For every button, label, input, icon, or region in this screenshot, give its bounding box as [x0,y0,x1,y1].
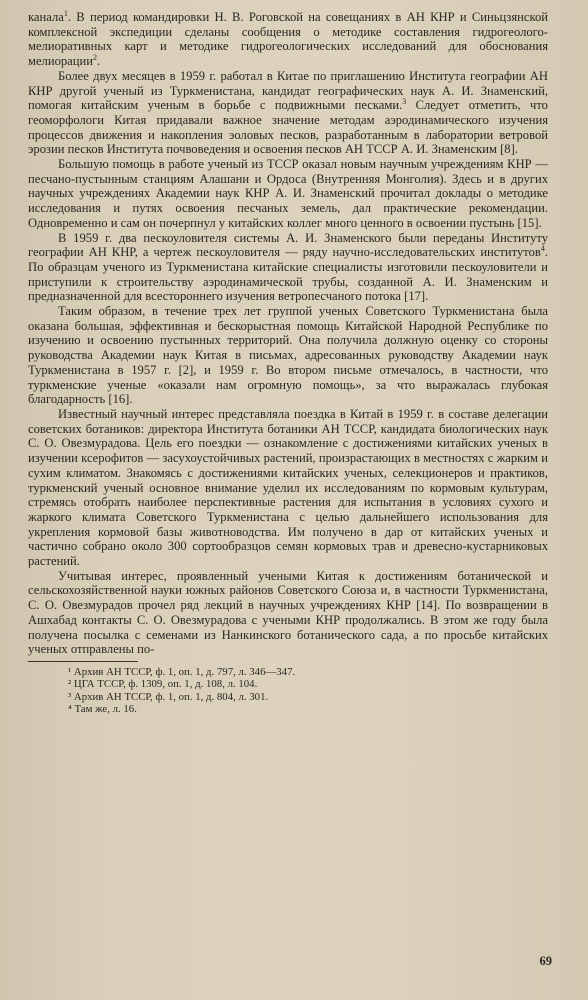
paragraph [28,304,548,407]
paragraph-text: Таким образом, в течение трех лет группой ученых Советского Туркменистана была оказана большая, эффективная и бескорыстная помощь Китайской Народной Республике по изучению и освоению пустынных территорий. Она получила должную оценку со стороны руководства Академии наук Китая в письмах, адресованных руководству Академии наук Туркменистана в 1957 г. [2], и 1959 г. Во втором письме отмечалось, в частности, что туркменские ученые «оказали нам огромную помощь», за что выражалась глубокая благодарность [16]. [28,304,548,407]
paragraph-text: Большую помощь в работе ученый из ТССР оказал новым научным учреждениям КНР — песчано-пустынным станциям Алашани и Ордоса (Внутренняя Монголия). Здесь и в других научных учреждениях Академии наук КНР А. И. Знаменский прочитал доклады о методике исследования и путях освоения песчаных земель, дал практические рекомендации. Одновременно и сам он почерпнул у китайских коллег много ценного в освоении пустынь [15]. [28,157,548,230]
footnote: ¹ Архив АН ТССР, ф. 1, оп. 1, д. 797, л. 346—347. [68,665,296,678]
paragraph [28,407,548,569]
paragraph-text: . [97,54,101,69]
paragraph-text: Более двух месяцев в 1959 г. работал в Китае по приглашению Института географии АН КНР другой ученый из Туркменистана, кандидат географических наук А. И. Знаменский, помогая китайским ученым в борьбе с подвижными песками. [28,68,548,113]
paragraph-text: Учитывая интерес, проявленный учеными Китая к достижениям ботанической и сельскохозяйственной науки южных районов Советского Союза и, в частности Туркменистана, С. О. Овезмурадов прочел ряд лекций в научных учреждениях КНР [14]. По возвращении в Ашхабад контакты С. О. Овезмурадова с учеными КНР продолжались. В этом же году была получена посылка с семенами из Нанкинского ботанического сада, а по просьбе китайских ученых отправлены по- [28,568,548,657]
body-text [28,10,548,657]
paragraph [28,231,548,305]
paragraph-text: Следует отметить, что геоморфологи Китая придавали важное значение методам аэродинамического изучения процессов движения и накопления эоловых песков, разработанным в лаборатории ветровой эрозии песков Института почвоведения и освоения песков АН ТССР А. И. Знаменским [8]. [28,98,548,157]
paragraph-text: В 1959 г. два пескоуловителя системы А. И. Знаменского были переданы Институту географии АН КНР, а чертеж пескоуловителя — ряду научно-исследовательских институтов [28,230,548,260]
footnote-marker: 1 [63,8,68,18]
paragraph-text: канала [28,10,64,24]
page-number: 69 [539,954,552,968]
footnote-marker: 3 [402,97,407,107]
footnote: ² ЦГА ТССР, ф. 1309, оп. 1, д. 108, л. 104. [68,678,258,691]
paragraph [28,157,548,231]
paragraph-text: Известный научный интерес представляла поездка в Китай в 1959 г. в составе делегации советских ботаников: директора Института ботаники АН ТССР, кандидата биологических наук С. О. Овезмурадова. Цель его поездки — ознакомление с достижениями китайских ученых в изучении ксерофитов — засухоустойчивых растений, произрастающих в местностях с жарким и сухим климатом. Знакомясь с достижениями китайских ученых, селекционеров и практиков, туркменский ученый основное внимание уделил их исследованиям по кормовым культурам, стремясь отобрать наиболее перспективные растения для испытания в условиях сухого и жаркого климата Советского Туркменистана с целью дальнейшего использования для укрепления кормовой базы животноводства. Им получено в дар от китайских ученых и частично собрано около 300 сортообразцов семян кормовых трав и древесно-кустарниковых растений. [28,406,548,569]
footnote-marker: 4 [540,244,545,254]
paragraph-text: . По образцам ученого из Туркменистана китайские специалисты изготовили пескоуловители и приступили к строительству аэродинамической трубы, созданной А. И. Знаменским и предназначенной для всестороннего изучения ветропесчаного потока [17]. [28,245,548,304]
footnote-marker: 2 [93,52,97,62]
footnotes [28,666,548,716]
paragraph-text: . В период командировки Н. В. Роговской на совещаниях в АН КНР и Синьцзянской комплексной экспедиции сделаны сообщения о методике составления гидрогеолого-мелиоративных карт и методике гидрогеологических исследований для обоснования мелиорации [28,10,548,69]
footnote-divider [28,661,138,662]
paragraph [28,569,548,657]
footnote: ³ Архив АН ТССР, ф. 1, оп. 1, д. 804, л. 301. [68,690,269,703]
footnote: ⁴ Там же, л. 16. [68,703,137,716]
paragraph [28,10,548,69]
paragraph [28,69,548,157]
